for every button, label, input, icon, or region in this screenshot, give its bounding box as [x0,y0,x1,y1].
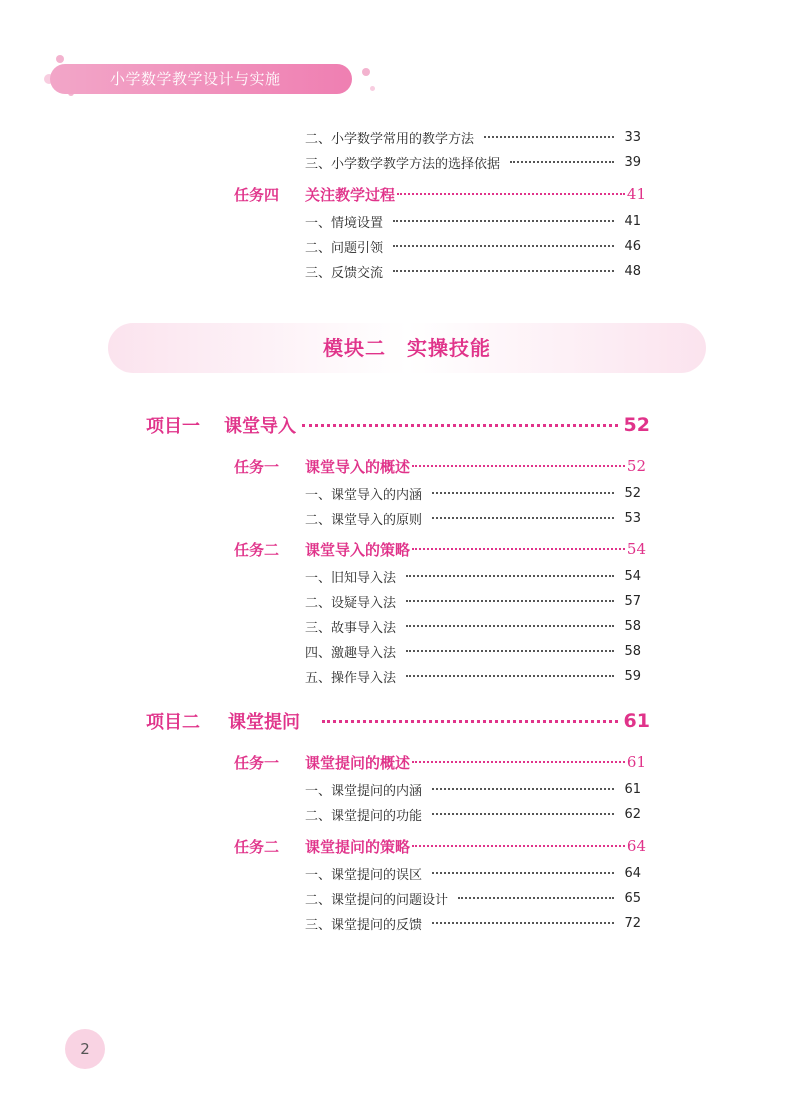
leader-dots [412,761,625,763]
toc-item-page: 58 [624,618,641,634]
toc-item[interactable] [305,616,641,636]
toc-task[interactable] [234,834,646,858]
leader-dots [393,270,614,272]
leader-dots [484,136,614,138]
leader-dots [432,788,614,790]
toc-item-page: 58 [624,643,641,659]
toc-item-label: 二、课堂提问的功能 [305,808,423,824]
task-name: 课堂提问的概述 [305,753,411,772]
project-name: 课堂提问 [228,712,300,733]
task-name: 课堂导入的策略 [305,540,411,559]
toc-item-page: 39 [624,154,641,170]
toc-item[interactable] [305,591,641,611]
toc-item-page: 57 [624,593,641,609]
toc-item-label: 一、课堂提问的误区 [305,867,423,883]
toc-item-page: 59 [624,668,641,684]
leader-dots [432,517,614,519]
decor-dot [56,55,64,63]
leader-dots [412,548,625,550]
task-page: 61 [626,753,646,771]
task-number: 任务一 [234,457,280,476]
toc-item[interactable] [305,888,641,908]
leader-dots [302,424,618,427]
toc-item-page: 64 [624,865,641,881]
toc-item-page: 65 [624,890,641,906]
toc-item-label: 一、情境设置 [305,215,384,231]
toc-task[interactable] [234,537,646,561]
toc-item[interactable] [305,236,641,256]
project-number: 项目一 [146,416,200,437]
toc-item[interactable] [305,666,641,686]
toc-task[interactable] [234,182,646,206]
toc-item[interactable] [305,127,641,147]
leader-dots [412,845,625,847]
task-number: 任务二 [234,540,280,559]
toc-item-label: 二、课堂提问的问题设计 [305,892,449,908]
leader-dots [397,193,625,195]
toc-item-label: 五、操作导入法 [305,670,397,686]
toc-project[interactable] [146,706,650,736]
leader-dots [393,245,614,247]
toc-task[interactable] [234,454,646,478]
module-title: 模块二 实操技能 [323,336,491,360]
toc-item[interactable] [305,863,641,883]
toc-item[interactable] [305,566,641,586]
toc-item-label: 二、问题引领 [305,240,384,256]
task-number: 任务一 [234,753,280,772]
toc-item[interactable] [305,779,641,799]
toc-item[interactable] [305,508,641,528]
toc-item-label: 一、课堂提问的内涵 [305,783,423,799]
toc-item-page: 33 [624,129,641,145]
leader-dots [406,675,614,677]
toc-item-label: 三、故事导入法 [305,620,397,636]
task-name: 课堂提问的策略 [305,837,411,856]
task-number: 任务四 [234,185,280,204]
toc-item-label: 三、小学数学教学方法的选择依据 [305,156,501,172]
leader-dots [412,465,625,467]
toc-item[interactable] [305,211,641,231]
toc-item[interactable] [305,483,641,503]
task-number: 任务二 [234,837,280,856]
toc-item[interactable] [305,152,641,172]
toc-item-page: 62 [624,806,641,822]
leader-dots [432,872,614,874]
toc-item-page: 53 [624,510,641,526]
toc-item-page: 52 [624,485,641,501]
toc-item-page: 72 [624,915,641,931]
leader-dots [432,922,614,924]
leader-dots [432,813,614,815]
decor-dot [370,86,375,91]
toc-item[interactable] [305,261,641,281]
toc-item-label: 二、小学数学常用的教学方法 [305,131,475,147]
project-name: 课堂导入 [224,416,296,437]
toc-item[interactable] [305,804,641,824]
project-page: 61 [623,710,650,732]
decor-dot [362,68,370,76]
leader-dots [406,650,614,652]
task-name: 关注教学过程 [305,185,396,204]
leader-dots [406,575,614,577]
task-page: 64 [626,837,646,855]
toc-project[interactable] [146,410,650,440]
header-title: 小学数学教学设计与实施 [110,70,281,88]
toc-item-page: 46 [624,238,641,254]
leader-dots [406,625,614,627]
task-page: 54 [626,540,646,558]
toc-item-page: 61 [624,781,641,797]
toc-item-page: 41 [624,213,641,229]
leader-dots [406,600,614,602]
task-page: 41 [626,185,646,203]
task-page: 52 [626,457,646,475]
leader-dots [432,492,614,494]
toc-item-label: 二、课堂导入的原则 [305,512,423,528]
toc-item[interactable] [305,641,641,661]
leader-dots [458,897,614,899]
project-page: 52 [623,414,650,436]
toc-item-label: 三、反馈交流 [305,265,384,281]
toc-item-label: 三、课堂提问的反馈 [305,917,423,933]
task-name: 课堂导入的概述 [305,457,411,476]
toc-item-label: 二、设疑导入法 [305,595,397,611]
toc-item[interactable] [305,913,641,933]
toc-task[interactable] [234,750,646,774]
leader-dots [393,220,614,222]
toc-item-label: 一、课堂导入的内涵 [305,487,423,503]
leader-dots [322,720,618,723]
toc-item-page: 54 [624,568,641,584]
toc-item-label: 一、旧知导入法 [305,570,397,586]
toc-item-label: 四、激趣导入法 [305,645,397,661]
page-number: 2 [65,1029,105,1069]
leader-dots [510,161,614,163]
toc-item-page: 48 [624,263,641,279]
project-number: 项目二 [146,712,200,733]
